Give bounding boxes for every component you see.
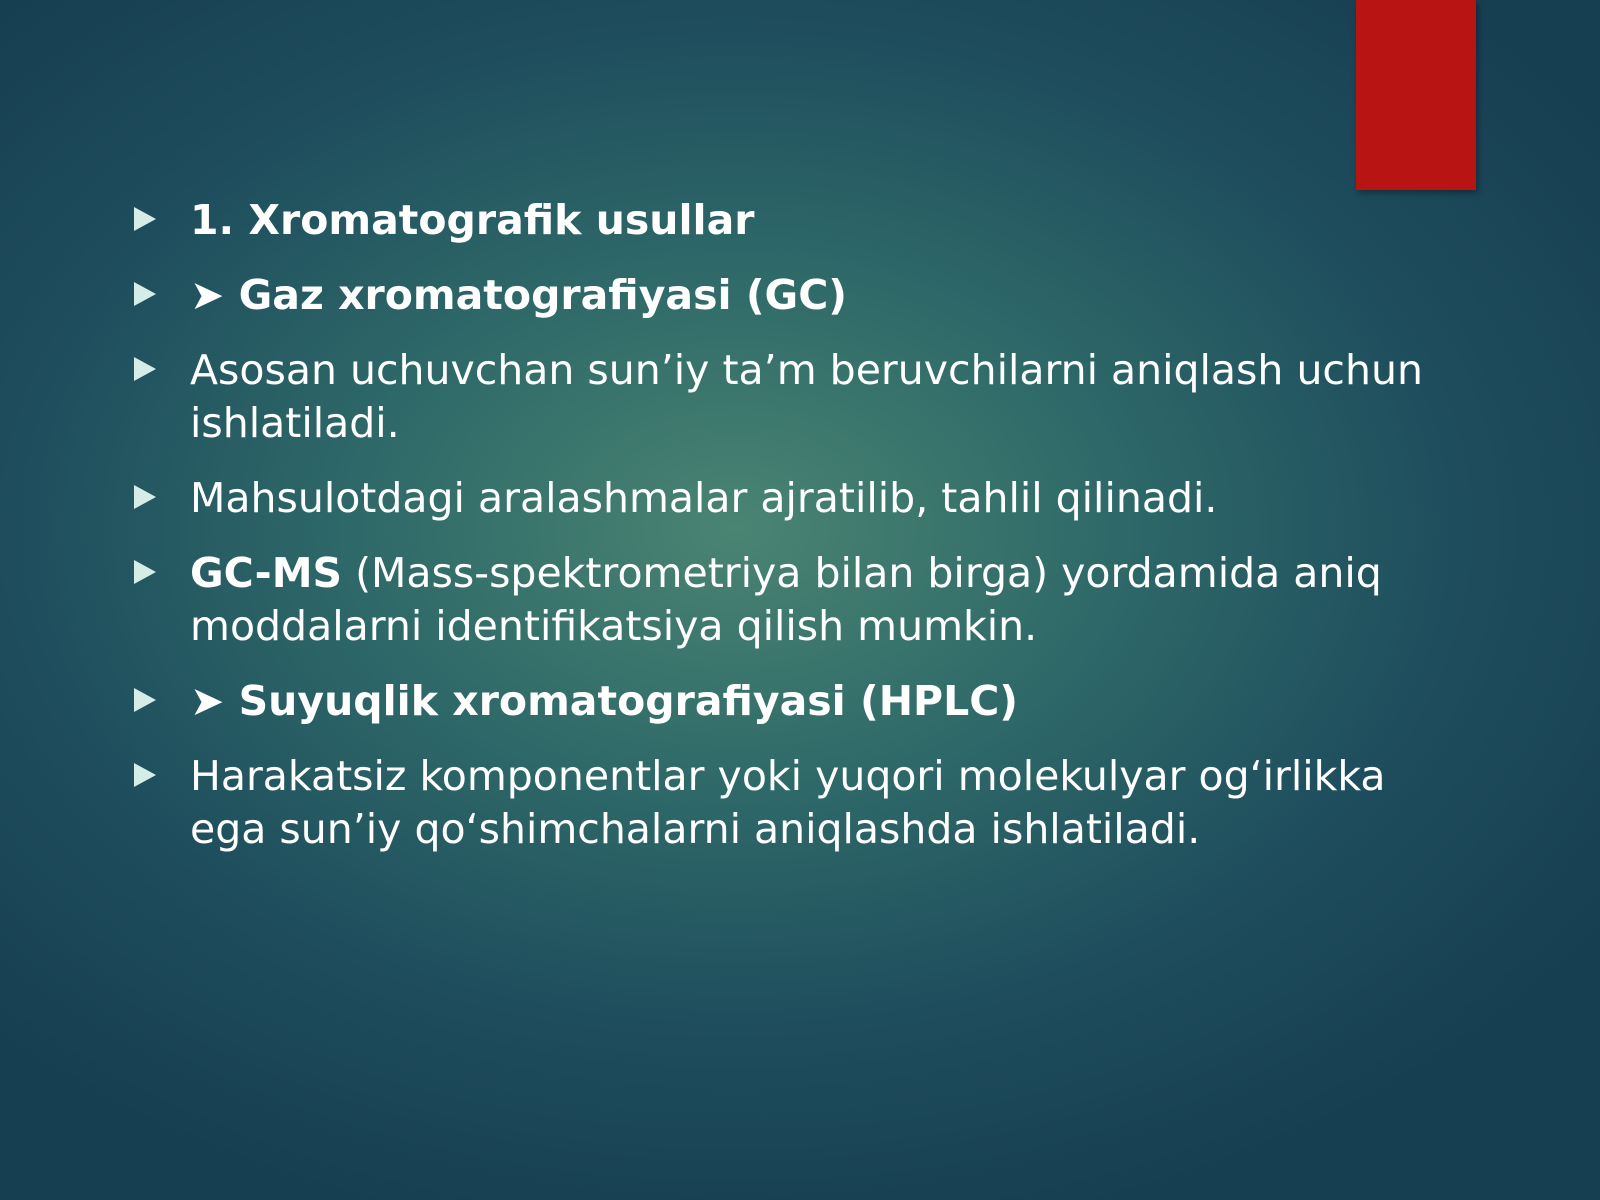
bullet-item	[130, 269, 1450, 322]
bullet-item	[130, 547, 1450, 653]
bullet-item	[130, 472, 1450, 525]
triangle-right-icon	[134, 485, 156, 509]
triangle-right-icon	[134, 282, 156, 306]
bullet-text: (Mass-spektrometriya bilan birga) yordamida aniq moddalarni identifikatsiya qilish mumkin.	[190, 549, 1382, 650]
bullet-list	[130, 194, 1450, 856]
bullet-strong-text: 1. Xromatografik usullar	[190, 196, 755, 244]
triangle-right-icon	[134, 763, 156, 787]
triangle-right-icon	[134, 207, 156, 231]
bullet-strong-text: ➤ Suyuqlik xromatografiyasi (HPLC)	[190, 677, 1019, 725]
bullet-strong-text: ➤ Gaz xromatografiyasi (GC)	[190, 271, 848, 319]
bullet-item	[130, 675, 1450, 728]
bullet-item	[130, 194, 1450, 247]
bullet-strong-text: GC-MS	[190, 549, 343, 597]
slide-content	[130, 194, 1450, 878]
accent-bar	[1356, 0, 1476, 190]
bullet-item	[130, 344, 1450, 450]
bullet-text: Asosan uchuvchan sun’iy ta’m beruvchilarni aniqlash uchun ishlatiladi.	[190, 346, 1423, 447]
bullet-text: Mahsulotdagi aralashmalar ajratilib, tahlil qilinadi.	[190, 474, 1218, 522]
triangle-right-icon	[134, 560, 156, 584]
triangle-right-icon	[134, 688, 156, 712]
triangle-right-icon	[134, 357, 156, 381]
bullet-text: Harakatsiz komponentlar yoki yuqori molekulyar og‘irlikka ega sun’iy qo‘shimchalarni aniqlashda ishlatiladi.	[190, 752, 1386, 853]
bullet-item	[130, 750, 1450, 856]
